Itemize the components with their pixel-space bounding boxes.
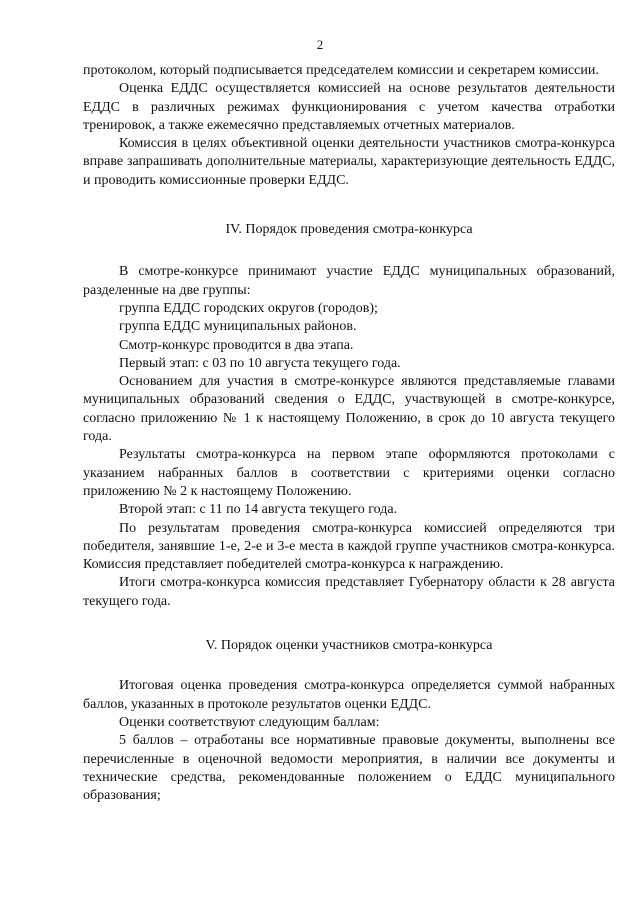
list-item: группа ЕДДС городских округов (городов); bbox=[119, 300, 378, 316]
paragraph: 5 баллов – отработаны все нормативные правовые документы, выполнены все перечисленные в оценочной ведомости мероприятия, в наличии все документы и технические средства, рекомендованные положением о ЕДДС муниципального образования; bbox=[83, 733, 615, 804]
paragraph: Второй этап: с 11 по 14 августа текущего года. bbox=[119, 502, 398, 518]
paragraph: Смотр-конкурс проводится в два этапа. bbox=[119, 337, 354, 353]
paragraph: Первый этап: с 03 по 10 августа текущего года. bbox=[119, 355, 401, 371]
paragraph: Оценки соответствуют следующим баллам: bbox=[119, 714, 380, 730]
section-heading: V. Порядок оценки участников смотра-конкурса bbox=[205, 638, 493, 654]
page-number: 2 bbox=[316, 37, 324, 52]
paragraph: По результатам проведения смотра-конкурса комиссией определяются три победителя, занявшие 1-е, 2-е и 3-е места в каждой группе участников смотра-конкурса. Комиссия представляет победителей смотра-конкурса к награждению. bbox=[83, 520, 615, 573]
list-item: группа ЕДДС муниципальных районов. bbox=[119, 319, 357, 335]
paragraph: Оценка ЕДДС осуществляется комиссией на основе результатов деятельности ЕДДС в различных режимах функционирования с учетом качества отработки тренировок, а также ежемесячно представляемых отчетных материалов. bbox=[83, 81, 615, 133]
document-body bbox=[83, 62, 615, 805]
paragraph: Результаты смотра-конкурса на первом этапе оформляются протоколами с указанием набранных баллов в соответствии с критериями оценки согласно приложению № 2 к настоящему Положению. bbox=[83, 447, 615, 499]
paragraph: протоколом, который подписывается председателем комиссии и секретарем комиссии. bbox=[83, 63, 599, 78]
paragraph: Итоги смотра-конкурса комиссия представляет Губернатору области к 28 августа текущего года. bbox=[83, 575, 615, 609]
paragraph: Комиссия в целях объективной оценки деятельности участников смотра-конкурса вправе запрашивать дополнительные материалы, характеризующие деятельность ЕДДС, и проводить комиссионные проверки ЕДДС. bbox=[83, 136, 615, 188]
section-heading: IV. Порядок проведения смотра-конкурса bbox=[225, 222, 473, 238]
paragraph: В смотре-конкурсе принимают участие ЕДДС муниципальных образований, разделенные на две группы: bbox=[83, 264, 615, 298]
paragraph: Итоговая оценка проведения смотра-конкурса определяется суммой набранных баллов, указанных в протоколе результатов оценки ЕДДС. bbox=[83, 678, 615, 712]
paragraph: Основанием для участия в смотре-конкурсе являются представляемые главами муниципальных образований сведения о ЕДДС, участвующей в смотре-конкурсе, согласно приложению № 1 к настоящему Положению, в срок до 10 августа текущего года. bbox=[83, 374, 615, 445]
